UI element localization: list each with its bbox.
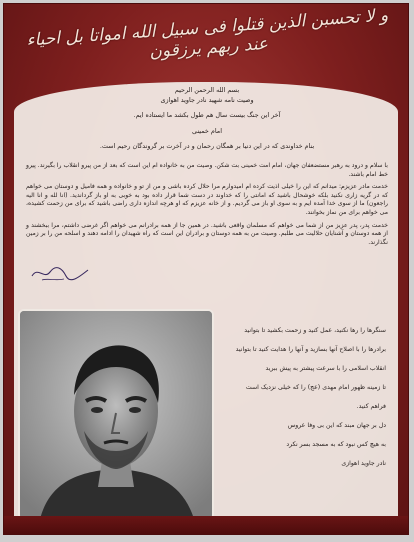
closing-lines [214, 326, 386, 478]
document-page [3, 3, 409, 535]
martyr-portrait [18, 309, 214, 521]
basmala: بسم الله الرحمن الرحیم [174, 86, 240, 94]
quote-author: امام خمینی [192, 126, 222, 135]
quran-verse: و لا تحسبن الذین قتلوا فی سبیل الله امواتا بل احیاء عند ربهم یرزقون [25, 5, 389, 63]
verse-banner [16, 5, 400, 78]
closing-line: برادرها را با اصلاح آنها بسازید و آنها را هدایت کنید تا بتوانید [235, 346, 386, 353]
closing-line: تا زمینه ظهور امام مهدی (عج) را که خیلی نزدیک است [245, 384, 386, 391]
salutation-paragraph: با سلام و درود به رهبر مستضعفان جهان، امام امت خمینی بت شکن. وصیت من به خانواده ام این است که بعد از من پیرو انقلاب را بگیرند. پیرو خط امام باشند. [26, 161, 388, 178]
mother-paragraph: خدمت مادر عزیزم: میدانم که این را خیلی اذیت کرده ام امیدوارم مرا حلال کرده باشی و من از تو و خانواده و همه فامیل و دوستان می خواهم که در گریه زاری نکنید بلکه خوشحال باشید که امانتی را که خداوند در دست شما قرار داده بود به خوبی به او باز گرداندید. (انا لله و انا الیه راجعون) ما از سوی خدا آمده ایم و به سوی او باز می گردیم. و از خانه عزیزم که او هرچه اندازه داری راضی باشید که برای من زحمت کشیده، می خواهم برای من نماز بخوانند. [26, 183, 388, 216]
intro-quote: آخر این جنگ بیست سال هم طول بکشد ما ایستاده ایم. [133, 111, 281, 120]
poem-line: به هیچ کس نبود که به مسجد بسر نکرد [286, 441, 386, 448]
closing-line: انقلاب اسلامی را با سرعت پیشتر به پیش ببرید [265, 365, 386, 372]
author-name: نادر جاوید اهوازی [341, 460, 386, 467]
closing-line: سنگرها را رها نکنید، عمل کنید و زحمت بکشید تا بتوانید [244, 327, 386, 334]
bottom-ornament [4, 516, 408, 534]
signature-mark [28, 262, 92, 284]
closing-line: فراهم کنید. [356, 403, 386, 410]
will-subtitle: وصیت نامه شهید نادر جاوید اهوازی [160, 95, 254, 104]
poem-line: دل بر جهان مبند که این بی وفا عروس [287, 422, 386, 429]
opening-line: بنام خداوندی که در این دنیا بر همگان رحمان و در آخرت بر گروندگان رحیم است. [99, 142, 315, 151]
father-paragraph: خدمت پدر، پدر عزیز من از شما می خواهم که مسلمان واقعی باشید. در همین جا از همه برادرانم می خواهم اگر غرضی داشتم، مرا ببخشند و از همه دوستان و آشنایان حلالیت می طلبم. وصیت من به همه دوستان و برادران این است که راه شهیدان را ادامه دهند و اسلحه من را بر زمین نگذارند. [26, 221, 388, 246]
will-text [26, 86, 388, 247]
